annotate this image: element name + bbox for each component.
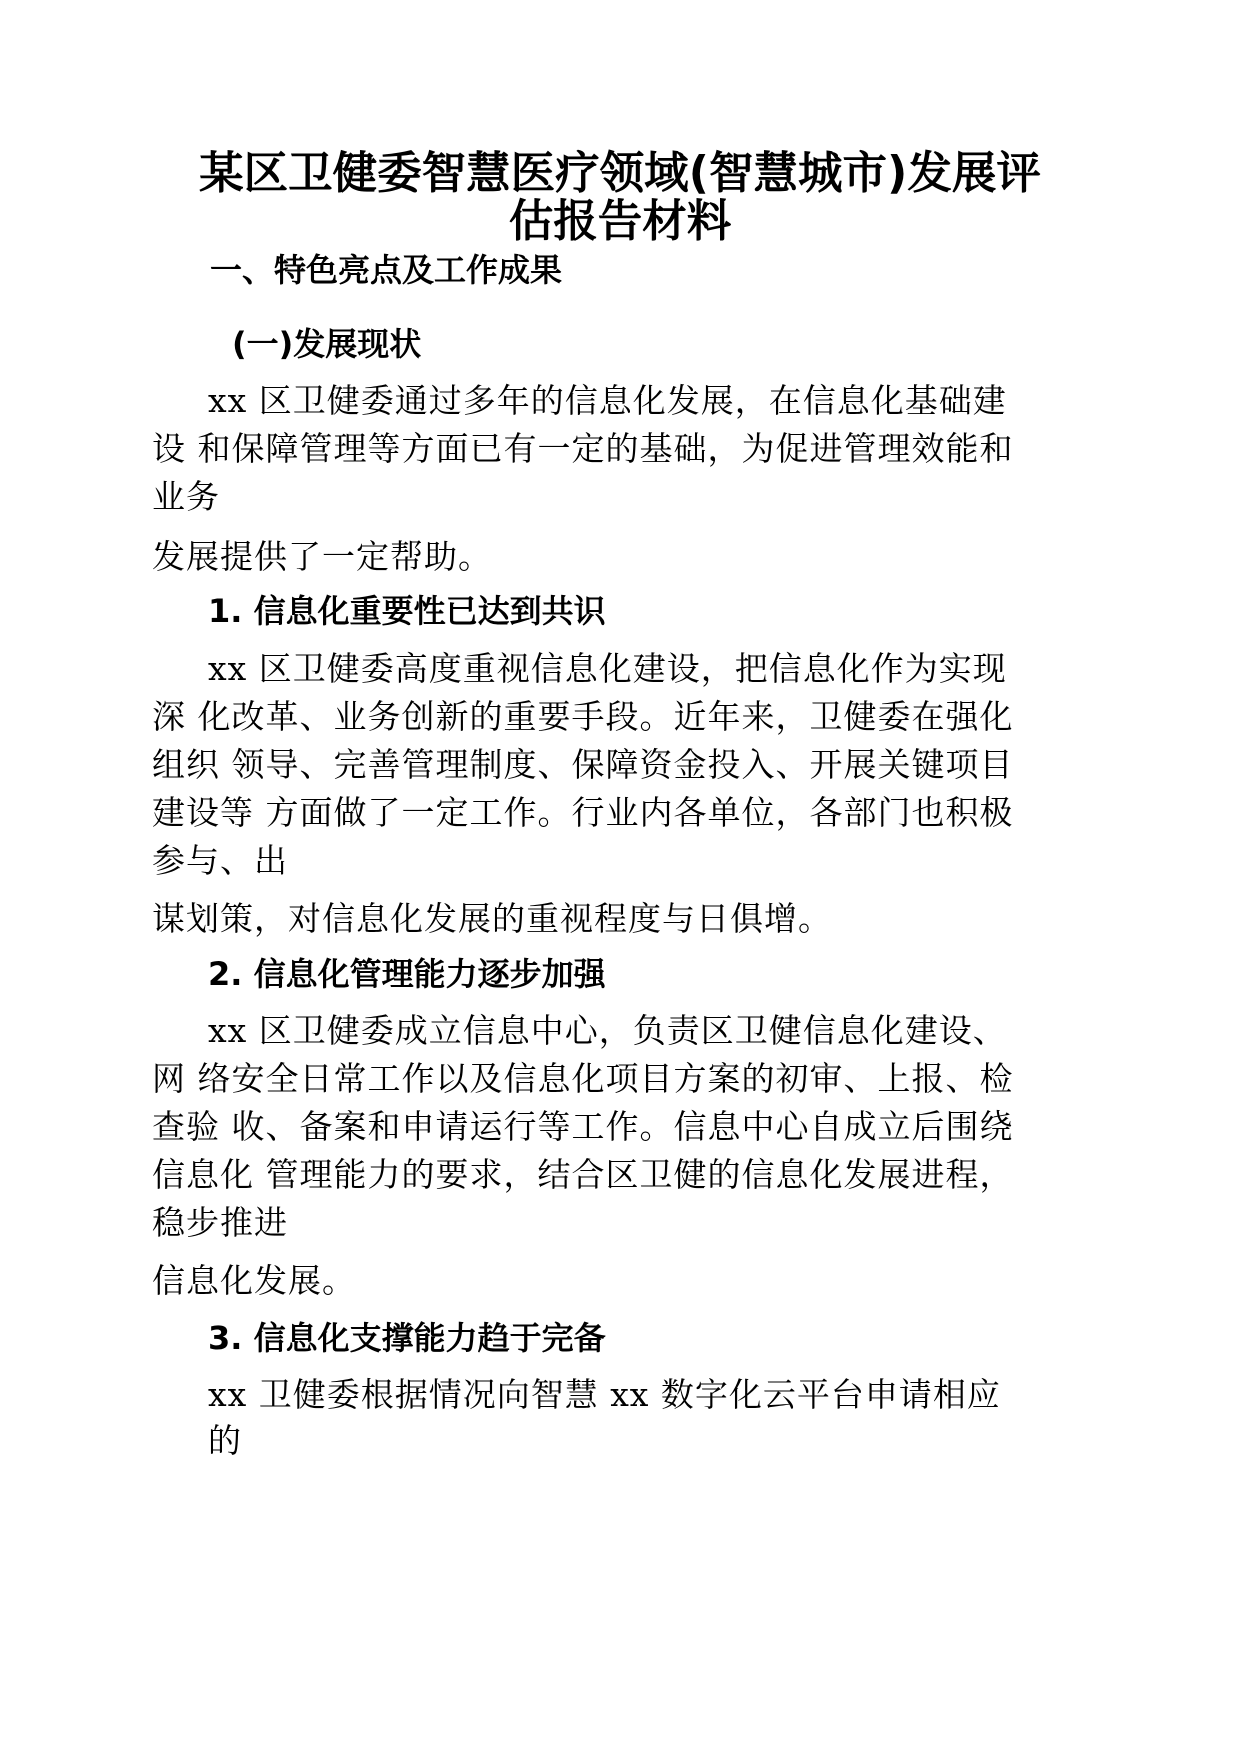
paragraph-3-line-4: 信息化 管理能力的要求，结合区卫健的信息化发展进程， (152, 1155, 1014, 1194)
paragraph-2-line-6: 谋划策，对信息化发展的重视程度与日俱增。 (152, 899, 832, 938)
paragraph-3-line-2: 网 络安全日常工作以及信息化项目方案的初审、上报、检 (152, 1059, 1014, 1098)
subsection-heading-status: (一)发展现状 (232, 325, 422, 363)
paragraph-2-line-2: 深 化改革、业务创新的重要手段。近年来，卫健委在强化 (152, 697, 1014, 736)
paragraph-3-line-6: 信息化发展。 (152, 1261, 356, 1300)
document-title-line-2: 估报告材料 (508, 196, 732, 247)
section-heading-highlights: 一、特色亮点及工作成果 (210, 251, 563, 289)
document-title-line-1: 某区卫健委智慧医疗领域(智慧城市)发展评 (199, 148, 1041, 199)
paragraph-3-line-3: 查验 收、备案和申请运行等工作。信息中心自成立后围绕 (152, 1107, 1014, 1146)
paragraph-4-line-1: xx 卫健委根据情况向智慧 xx 数字化云平台申请相应 (208, 1375, 1001, 1414)
item-heading-1: 1. 信息化重要性已达到共识 (208, 592, 606, 630)
item-heading-2: 2. 信息化管理能力逐步加强 (208, 955, 606, 993)
paragraph-1-line-1: xx 区卫健委通过多年的信息化发展，在信息化基础建 (208, 381, 1007, 420)
paragraph-2-line-3: 组织 领导、完善管理制度、保障资金投入、开展关键项目 (152, 745, 1014, 784)
paragraph-1-line-2: 设 和保障管理等方面已有一定的基础，为促进管理效能和 (152, 429, 1014, 468)
paragraph-1-line-3: 业务 (152, 477, 220, 516)
paragraph-3-line-5: 稳步推进 (152, 1203, 288, 1242)
item-heading-3: 3. 信息化支撑能力趋于完备 (208, 1319, 606, 1357)
paragraph-4-line-2: 的 (208, 1421, 242, 1460)
paragraph-2-line-5: 参与、出 (152, 841, 288, 880)
paragraph-1-line-4: 发展提供了一定帮助。 (152, 537, 492, 576)
paragraph-3-line-1: xx 区卫健委成立信息中心，负责区卫健信息化建设、 (208, 1011, 1007, 1050)
paragraph-2-line-1: xx 区卫健委高度重视信息化建设，把信息化作为实现 (208, 649, 1007, 688)
paragraph-2-line-4: 建设等 方面做了一定工作。行业内各单位，各部门也积极 (152, 793, 1014, 832)
